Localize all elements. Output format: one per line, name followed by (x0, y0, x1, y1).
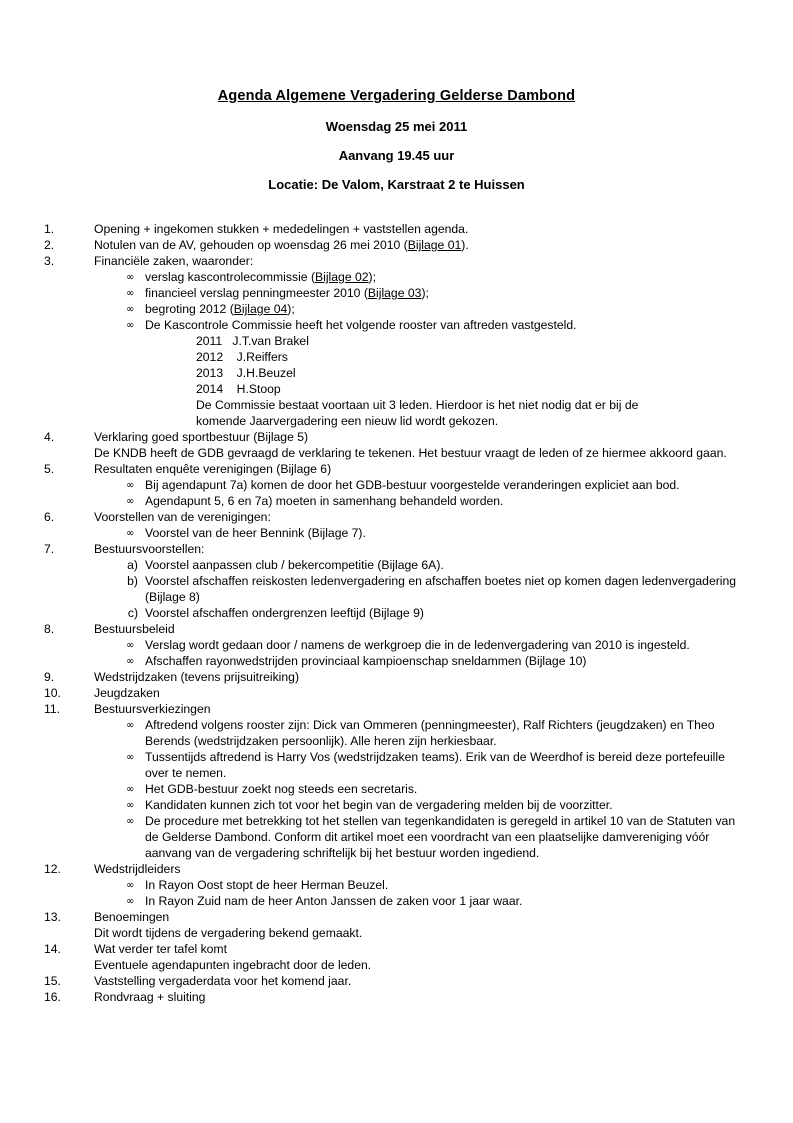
meeting-date: Woensdag 25 mei 2011 (325, 119, 468, 134)
agenda-item-number: 4. (44, 430, 55, 444)
schedule-row: 2012 J.Reiffers (196, 350, 288, 364)
list-item (94, 269, 743, 285)
agenda-item-number: 16. (44, 990, 61, 1004)
agenda-sub-list-lettered (94, 557, 743, 621)
attachment-link[interactable]: Bijlage 04 (233, 302, 288, 316)
agenda-item (0, 909, 793, 941)
list-item (94, 285, 743, 301)
list-item (94, 877, 743, 893)
list-item-label: In Rayon Zuid nam de heer Anton Janssen de zaken voor 1 jaar waar. (145, 894, 523, 908)
infinity-bullet-icon: ∞ (126, 880, 135, 891)
list-item (94, 525, 743, 541)
list-item (94, 717, 743, 749)
agenda-item-number: 2. (44, 238, 55, 252)
list-item-label: De Kascontrole Commissie heeft het volgende rooster van aftreden vastgesteld. (145, 318, 577, 332)
list-item-label: begroting 2012 (Bijlage 04); (145, 302, 295, 316)
list-item (94, 797, 743, 813)
list-item-label: Voorstel afschaffen reiskosten ledenvergadering en afschaffen boetes niet op komen dagen ledenvergadering (Bijlage 8) (145, 574, 737, 604)
agenda-item (0, 541, 793, 621)
agenda-item-text: Notulen van de AV, gehouden op woensdag 26 mei 2010 (Bijlage 01). (94, 238, 469, 252)
attachment-link[interactable]: Bijlage 02 (315, 270, 369, 284)
agenda-item-number: 7. (44, 542, 55, 556)
agenda-sub-list (94, 525, 743, 541)
list-item (94, 781, 743, 797)
agenda-item-text: Wedstrijdzaken (tevens prijsuitreiking) (94, 670, 300, 684)
infinity-bullet-icon: ∞ (126, 496, 135, 507)
list-item (94, 301, 743, 317)
agenda-item (0, 621, 793, 669)
agenda-item (0, 253, 793, 429)
list-item-label: De procedure met betrekking tot het stellen van tegenkandidaten is geregeld in artikel 10 van de Statuten van de Gelderse Dambond. Conform dit artikel moet een voordracht van een plaatselijke damvereniging vóór aanvang van de vergadering schriftelijk bij het bestuur worden ingediend. (145, 814, 736, 860)
agenda-item (0, 429, 793, 461)
agenda-sub-list (94, 269, 743, 429)
agenda-item (0, 685, 793, 701)
list-item-label: financieel verslag penningmeester 2010 (Bijlage 03); (145, 286, 429, 300)
agenda-item (0, 861, 793, 909)
agenda-item-text: Wedstrijdleiders (94, 862, 181, 876)
agenda-item (0, 509, 793, 541)
list-item-marker: b) (127, 574, 138, 588)
agenda-item-text: Financiële zaken, waaronder: (94, 254, 254, 268)
list-item-label: Kandidaten kunnen zich tot voor het begin van de vergadering melden bij de voorzitter. (145, 798, 613, 812)
list-item-label: Voorstel van de heer Bennink (Bijlage 7). (145, 526, 366, 540)
agenda-item-number: 9. (44, 670, 55, 684)
infinity-bullet-icon: ∞ (126, 656, 135, 667)
agenda-item-text: Rondvraag + sluiting (94, 990, 206, 1004)
list-item-label: Aftredend volgens rooster zijn: Dick van Ommeren (penningmeester), Ralf Richters (jeugdzaken) en Theo Berends (wedstrijdzaken persoonlijk). Alle heren zijn herkiesbaar. (145, 718, 715, 748)
infinity-bullet-icon: ∞ (126, 720, 135, 731)
list-item (94, 749, 743, 781)
agenda-sub-list (94, 637, 743, 669)
agenda-item-number: 12. (44, 862, 61, 876)
infinity-bullet-icon: ∞ (126, 288, 135, 299)
list-item (94, 813, 743, 861)
agenda-item-text: Vaststelling vergaderdata voor het komend jaar. (94, 974, 352, 988)
agenda-item-text: Bestuursbeleid (94, 622, 175, 636)
agenda-item (0, 701, 793, 861)
document-header (0, 88, 793, 193)
schedule-row: 2013 J.H.Beuzel (196, 366, 296, 380)
list-item-label: Verslag wordt gedaan door / namens de werkgroep die in de ledenvergadering van 2010 is ingesteld. (145, 638, 690, 652)
agenda-item-number: 13. (44, 910, 61, 924)
agenda-item-number: 11. (44, 702, 61, 716)
list-item (94, 637, 743, 653)
agenda-item (0, 237, 793, 253)
agenda-item-number: 8. (44, 622, 55, 636)
commission-rotation-schedule (145, 333, 743, 397)
agenda-sub-list (94, 877, 743, 909)
agenda-item-number: 3. (44, 254, 55, 268)
agenda-sub-list (94, 717, 743, 861)
infinity-bullet-icon: ∞ (126, 640, 135, 651)
agenda-item-text: Verklaring goed sportbestuur (Bijlage 5) (94, 430, 309, 444)
list-item-label: Agendapunt 5, 6 en 7a) moeten in samenhang behandeld worden. (145, 494, 504, 508)
agenda-item-number: 14. (44, 942, 61, 956)
agenda-item (0, 989, 793, 1005)
schedule-row: 2011 J.T.van Brakel (196, 334, 309, 348)
meeting-location: Locatie: De Valom, Karstraat 2 te Huissen (268, 177, 525, 192)
infinity-bullet-icon: ∞ (126, 784, 135, 795)
agenda-item-number: 15. (44, 974, 61, 988)
agenda-item-text: Benoemingen (94, 910, 170, 924)
agenda-item-description: De KNDB heeft de GDB gevraagd de verklaring te tekenen. Het bestuur vraagt de leden of ze hiermee akkoord gaan. (94, 446, 727, 460)
agenda-item-description: Eventuele agendapunten ingebracht door de leden. (94, 958, 372, 972)
infinity-bullet-icon: ∞ (126, 304, 135, 315)
agenda-list (0, 221, 793, 1005)
infinity-bullet-icon: ∞ (126, 272, 135, 283)
attachment-link[interactable]: Bijlage 03 (367, 286, 422, 300)
agenda-item-number: 5. (44, 462, 55, 476)
list-item (94, 893, 743, 909)
list-item-label: Voorstel afschaffen ondergrenzen leeftijd (Bijlage 9) (145, 606, 424, 620)
infinity-bullet-icon: ∞ (126, 752, 135, 763)
agenda-item-description: Dit wordt tijdens de vergadering bekend gemaakt. (94, 926, 363, 940)
infinity-bullet-icon: ∞ (126, 320, 135, 331)
page-title: Agenda Algemene Vergadering Gelderse Dambond (217, 88, 576, 104)
agenda-item-number: 1. (44, 222, 55, 236)
infinity-bullet-icon: ∞ (126, 800, 135, 811)
attachment-link[interactable]: Bijlage 01 (407, 238, 462, 252)
list-item (94, 653, 743, 669)
infinity-bullet-icon: ∞ (126, 816, 135, 827)
infinity-bullet-icon: ∞ (126, 480, 135, 491)
list-item-label: Het GDB-bestuur zoekt nog steeds een secretaris. (145, 782, 418, 796)
agenda-item (0, 973, 793, 989)
agenda-item-text: Voorstellen van de verenigingen: (94, 510, 271, 524)
meeting-time: Aanvang 19.45 uur (338, 148, 455, 163)
list-item (94, 605, 743, 621)
agenda-sub-list (94, 477, 743, 509)
agenda-item-text: Opening + ingekomen stukken + mededelingen + vaststellen agenda. (94, 222, 469, 236)
list-item (94, 573, 743, 605)
list-item-label: Afschaffen rayonwedstrijden provinciaal kampioenschap sneldammen (Bijlage 10) (145, 654, 587, 668)
agenda-item-text: Jeugdzaken (94, 686, 160, 700)
schedule-row: 2014 H.Stoop (196, 382, 281, 396)
agenda-item-text: Bestuursvoorstellen: (94, 542, 205, 556)
agenda-item-text: Resultaten enquête verenigingen (Bijlage 6) (94, 462, 332, 476)
list-item (94, 493, 743, 509)
list-item-label: Voorstel aanpassen club / bekercompetitie (Bijlage 6A). (145, 558, 444, 572)
list-item (94, 477, 743, 493)
agenda-item (0, 941, 793, 973)
infinity-bullet-icon: ∞ (126, 528, 135, 539)
list-item-label: verslag kascontrolecommissie (Bijlage 02); (145, 270, 376, 284)
infinity-bullet-icon: ∞ (126, 896, 135, 907)
agenda-item (0, 669, 793, 685)
agenda-item (0, 221, 793, 237)
list-item-marker: c) (127, 606, 138, 620)
list-item-marker: a) (127, 558, 138, 572)
list-item-label: In Rayon Oost stopt de heer Herman Beuzel. (145, 878, 389, 892)
agenda-item-number: 10. (44, 686, 61, 700)
agenda-item-number: 6. (44, 510, 55, 524)
agenda-item (0, 461, 793, 509)
list-item-label: Bij agendapunt 7a) komen de door het GDB-bestuur voorgestelde veranderingen expliciet aan bod. (145, 478, 680, 492)
agenda-item-text: Wat verder ter tafel komt (94, 942, 227, 956)
commission-note: De Commissie bestaat voortaan uit 3 leden. Hierdoor is het niet nodig dat er bij de komende Jaarvergadering een nieuw lid wordt gekozen. (196, 398, 639, 428)
list-item (94, 557, 743, 573)
agenda-item-text: Bestuursverkiezingen (94, 702, 211, 716)
list-item (94, 317, 743, 429)
list-item-label: Tussentijds aftredend is Harry Vos (wedstrijdzaken teams). Erik van de Weerdhof is bereid deze portefeuille over te nemen. (145, 750, 725, 780)
